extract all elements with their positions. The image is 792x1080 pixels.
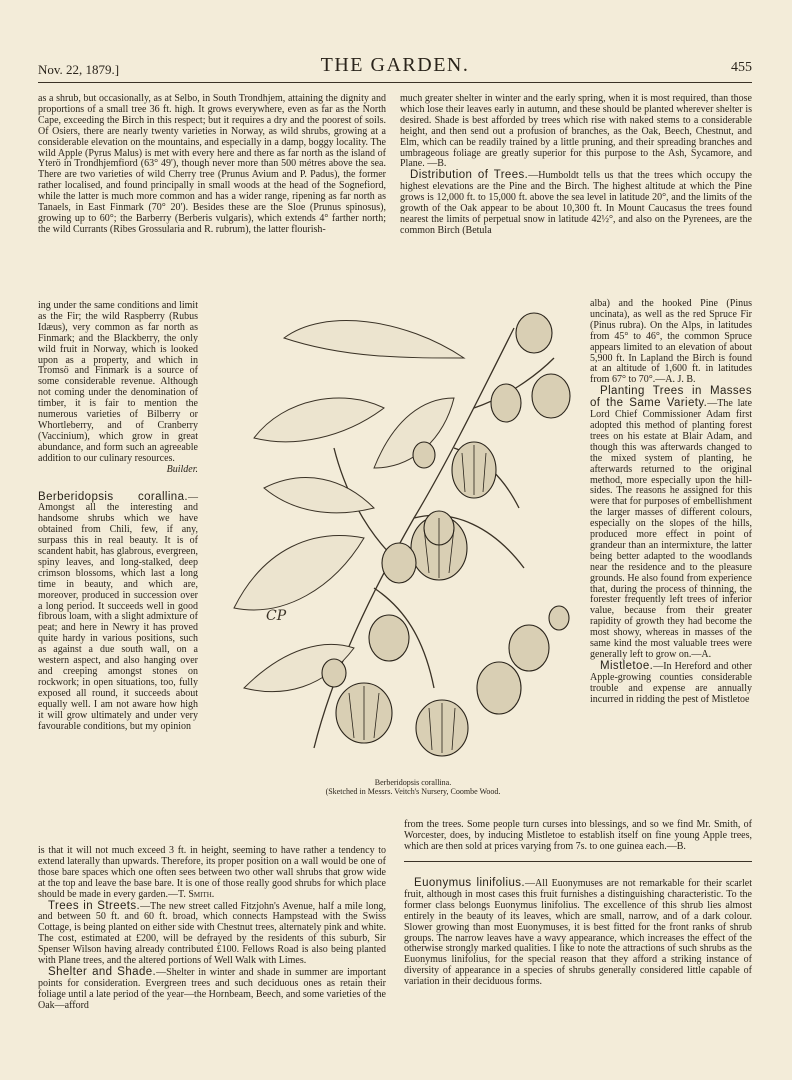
caption-title: Berberidopsis corallina.	[374, 778, 452, 787]
planting-signature: —A.	[691, 649, 712, 660]
trees-streets-heading: Trees in Streets.	[48, 899, 141, 912]
shelter-continued-text: much greater shelter in winter and the early spring, when it is most required, than those which lose their leaves early in autumn, and these should be planted wherever shelter is desired. Shade is best afforded by trees which rise with naked stems to a considerable height, and then send out a profusion of branches, as the Oak, Beech, Chestnut, and Elm, which can be readily trained by a little pruning, and their spreading branches and umbrageous foliage are greatly superior for this purpose to the Ash, Sycamore, and Plane.	[400, 93, 752, 170]
mistletoe-signature: —B.	[666, 840, 686, 852]
mistletoe-continued	[404, 820, 752, 853]
berberidopsis-wide: is that it will not much exceed 3 ft. in height, seeming to have rather a tendency to extend laterally than upwards. Therefore, its proper position on a wall would be one of those bare spaces which one often sees between two other wall shrubs that grow wide at the top and leave the base bare. It is one of those really good shrubs for which place should be made in every garden.	[38, 845, 386, 900]
distribution-continued	[590, 299, 752, 386]
right-top-wide	[400, 94, 752, 237]
planting-heading: Planting Trees in Masses of the Same Variety.	[590, 385, 752, 410]
distribution-signature: —A. J. B.	[655, 374, 696, 386]
caption-source: (Sketched in Messrs. Veitch's Nursery, Coombe Wood.	[325, 787, 501, 796]
planting-body: —The late Lord Chief Commissioner Adam first adopted this method of planting forest trees on his estate at Blair Adam, and though this was afterwards changed to the mixed system of planting, he afterwards returned to the original method, more especially upon the hill-sides. The reasons he assigned for this were that for purposes of embellishment the larger masses of different colours, especially on the slopes of the hills, produced more effect in point of grandeur than an intermixture, the latter being better adapted to the woodlands near the residence and to the pleasure grounds. He also found from experience that, during the process of thinning, the forester frequently left trees of inferior value, because from their greater rapidity of growth they had become the most showy, whereas in masses of the same kind the most valuable trees were generally left to grow on.	[590, 398, 753, 660]
mistletoe-heading: Mistletoe.	[600, 659, 654, 672]
shelter-continued	[400, 94, 752, 170]
euonymus-heading: Euonymus linifolius.	[414, 877, 525, 889]
shelter-body: —Shelter in winter and shade in summer are important points for consideration. Evergreen trees and such deciduous ones as retain their foliage until a late period of the year—the Hornbeam, Beech, and some varieties of the Oak—afford	[38, 966, 386, 1011]
intro-text-narrow: ing under the same conditions and limit as the Fir; the wild Raspberry (Rubus Idæus), very common as far north as Finmark; and the Blackberry, the only wild fruit in Norway, which is looked upon as a property, and which in Tromsö and Finmark is a source of some considerable revenue. Although not coming under the denomination of timber, it is fair to mention the numerous varieties of Bilberry or Whortleberry, and of Cranberry (Vaccinium), which grow in great abundance, and form such an agreeable addition to our culinary resources.	[38, 300, 198, 464]
section-divider	[404, 861, 752, 862]
mistletoe-article	[590, 661, 752, 706]
journal-title: THE GARDEN.	[320, 54, 470, 76]
plant-engraving	[224, 288, 584, 768]
berberidopsis-illustration	[224, 288, 584, 768]
illustration-caption	[278, 778, 548, 796]
trees-streets-body: —The new street called Fitzjohn's Avenue, half a mile long, and between 50 ft. and 60 ft. broad, which connects Hampstead with the Swiss Cottage, is being planted on either side with Chestnut trees, alternately pink and white. The cost, estimated at £200, will be defrayed by the residents of this suburb, Sir Spenser Wilson having already contributed £100. Fellows Road is also being planted with Plane trees, and the altered portions of Well Walk with Limes.	[38, 900, 386, 967]
euonymus-article	[404, 878, 752, 988]
header-rule	[38, 82, 752, 83]
berberidopsis-article	[38, 492, 198, 733]
berberidopsis-body: —Amongst all the interesting and handsome shrubs which we have obtained from Chili, few, if any, surpass this in real beauty. It is of scandent habit, has glabrous, evergreen, spiny leaves, and long-stalked, deep crimson blossoms, which last a long time in beauty, and which are, moreover, produced in succession over a long period. It succeeds well in good fibrous loam, with a slight admixture of peat; and here in Newry it has proved quite hardy in various positions, such as against a due south wall, on a western aspect, and also hanging over and creeping amongst stones on rockwork; in open situations, too, fully exposed all round, it succeeds about equally well. I am not aware how high it will grow ultimately and under very favourable conditions, but my opinion	[38, 491, 198, 732]
euonymus-column	[404, 878, 752, 988]
distribution-body: —Humboldt tells us that the trees which occupy the highest elevations are the Pine and the Birch. The highest altitude at which the Pine grows is 12,000 ft. to 15,000 ft. above the sea level in latitude 20°, and the limits of the growth of the Oak appear to be about 10,300 ft. In Mount Caucasus the trees found nearest the limits of perpetual snow in latitude 42½°, and also on the Pyrenees, are the common Birch (Betula	[400, 170, 752, 236]
page-header	[38, 54, 752, 82]
euonymus-body: —All Euonymuses are not remarkable for their scarlet fruit, although in most cases this fruit furnishes a distinguishing characteristic. To the former class belongs Euonymus linifolius. The excellence of this shrub lies almost entirely in the beauty of its leaves, which are small, narrow, and of a dark colour. Slower growing than most Euonymuses, it is best fitted for the front ranks of shrub groups. The narrow leaves have a wavy appearance, which increases the effect of the otherwise strongly marked qualities. I like to note the attractions of such shrubs as the Euonymus linifolius, for the special reason that they afford a striking instance of diversity of appearance in a species of shrubs generally considered little capable of variation in their deciduous forms.	[404, 878, 752, 988]
intro-text-wide: as a shrub, but occasionally, as at Selbo, in South Trondhjem, attaining the dignity and proportions of a small tree 36 ft. high. It grows everywhere, even as far as the North Cape, exceeding the Birch in this respect; but it requires a dry and the poorest of soils. Of Osiers, there are nearly twenty varieties in Norway, as wild shrubs, growing at a considerable elevation on the mountains, and especially in a damp, boggy locality. The wild Apple (Pyrus Malus) is met with every here and there as far north as the island of Yterö in Trondhjemfiord (63° 49'), though never more than 500 métres above the sea. There are two varieties of wild Cherry tree (Prunus Avium and P. Padus), the former rather localised, and found principally in small woods at the head of the Sognefiord, while the latter is much more common and has a wider range, ripening as far north as Tanaels, in East Finmark (70° 20'). Besides these are the Sloe (Prunus spinosus), growing up to 60°; the Barberry (Berberis vulgaris), which extends 4° farther north; the wild Currants (Ribes Grossularia and R. rubrum), the latter flourish-	[38, 93, 386, 235]
shelter-heading: Shelter and Shade.	[48, 965, 157, 978]
artist-monogram: CP	[266, 608, 287, 624]
berberidopsis-continued	[38, 846, 386, 901]
shelter-article	[38, 967, 386, 1012]
mistletoe-body: —In Hereford and other Apple-growing counties considerable trouble and expense are annually incurred in ridding the pest of Mistletoe	[590, 660, 752, 705]
distribution-narrow: alba) and the hooked Pine (Pinus uncinata), as well as the red Spruce Fir (Pinus rubra). On the Alps, in latitudes from 45° to 46°, the common Spruce appears limited to an elevation of about 5,900 ft. In Lapland the Birch is found at an altitude of 1,600 ft. in latitudes from 67° to 70°.	[590, 298, 752, 386]
left-lower-wide	[38, 846, 386, 1012]
page-number: 455	[731, 60, 752, 75]
right-narrow-column	[590, 299, 752, 706]
mistletoe-wide: from the trees. Some people turn curses into blessings, and so we find Mr. Smith, of Worcester, does, by inducing Mistletoe to establish itself on fine young Apple trees, which are then sold at prices varying from 7s. to one guinea each.	[404, 819, 752, 852]
left-intro-wide	[38, 94, 386, 236]
berberidopsis-signature: —T. Smith.	[167, 888, 215, 900]
distribution-article	[400, 170, 752, 236]
issue-date: Nov. 22, 1879.]	[38, 62, 120, 77]
berberidopsis-heading: Berberidopsis corallina.	[38, 490, 188, 503]
shelter-signature: —B.	[427, 158, 447, 170]
left-narrow-column	[38, 301, 198, 732]
intro-source: Builder.	[166, 463, 198, 475]
right-lower-wide	[404, 820, 752, 862]
planting-article	[590, 386, 752, 661]
distribution-heading: Distribution of Trees.	[410, 169, 529, 182]
trees-streets-article	[38, 901, 386, 967]
